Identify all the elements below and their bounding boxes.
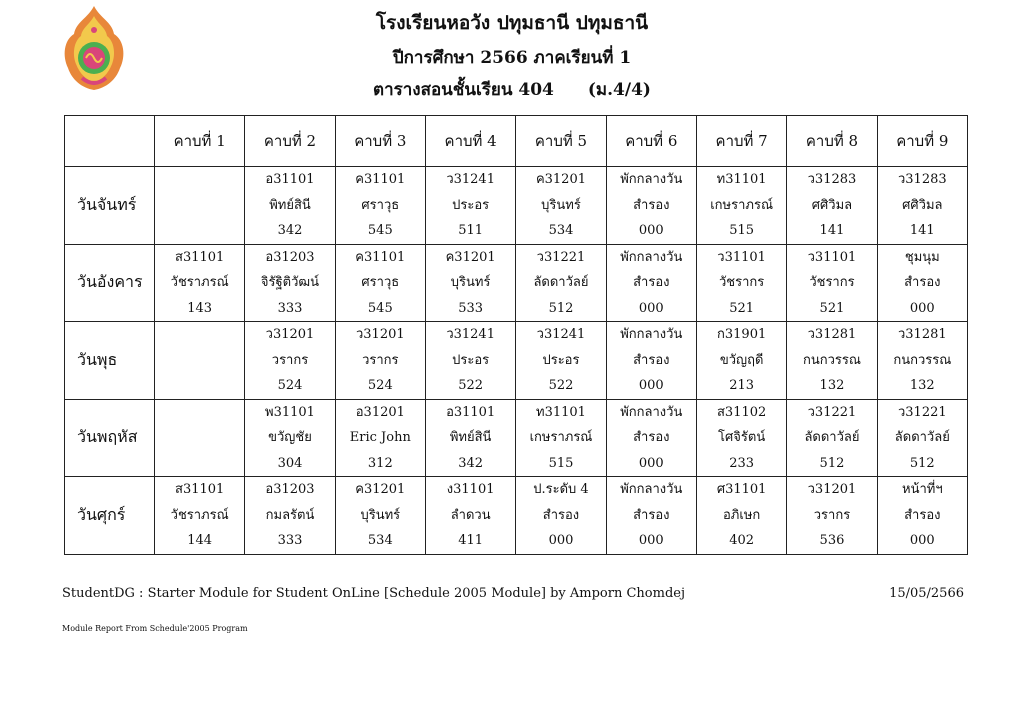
- subject-code: ชุมนุม: [904, 249, 940, 265]
- footer-date: 15/05/2566: [889, 586, 964, 601]
- teacher-name: กนกวรรณ: [802, 352, 861, 368]
- schedule-cell: [606, 244, 696, 322]
- subject-code: พ31101: [265, 404, 315, 420]
- room-number: 402: [729, 533, 755, 548]
- schedule-cell: [606, 322, 696, 400]
- schedule-cell: [516, 399, 606, 477]
- room-number: 533: [458, 300, 484, 316]
- subject-code: ว31221: [897, 404, 947, 420]
- subject-code: หน้าที่ฯ: [902, 482, 943, 497]
- teacher-name: [155, 348, 244, 374]
- schedule-title-text: ตารางสอนชั้นเรียน 404: [373, 80, 554, 100]
- schedule-cell: [696, 399, 786, 477]
- schedule-cell: [877, 244, 967, 322]
- teacher-name: Eric John: [349, 430, 411, 445]
- subject-code: พักกลางวัน: [620, 404, 683, 420]
- schedule-cell: [696, 477, 786, 555]
- schedule-cell: [425, 399, 515, 477]
- room-number: 000: [638, 533, 664, 548]
- room-number: 312: [367, 455, 393, 471]
- footer: [62, 586, 964, 601]
- schedule-cell: [245, 322, 335, 400]
- teacher-name: กนกวรรณ: [893, 352, 952, 368]
- schedule-cell: [787, 477, 877, 555]
- subject-code: อ31101: [446, 404, 496, 420]
- subject-code: ส31102: [716, 404, 767, 420]
- teacher-name: สำรอง: [904, 275, 941, 290]
- schedule-cell: [877, 322, 967, 400]
- room-number: 521: [819, 300, 845, 316]
- schedule-cell: [155, 399, 245, 477]
- subject-code: ค31101: [355, 172, 406, 187]
- subject-code: ว31241: [446, 327, 495, 342]
- day-row: [65, 399, 968, 477]
- period-header: คาบที่ 2: [245, 116, 335, 167]
- subject-code: อ31101: [265, 172, 315, 187]
- room-number: 132: [909, 378, 935, 393]
- room-number: 512: [909, 455, 935, 471]
- room-number: 521: [729, 300, 755, 316]
- day-label: วันจันทร์: [65, 167, 155, 245]
- teacher-name: ศศิวิมล: [811, 197, 853, 213]
- school-name: โรงเรียนหอวัง ปทุมธานี ปทุมธานี: [375, 12, 649, 34]
- period-header: คาบที่ 5: [516, 116, 606, 167]
- subject-code: ว31101: [807, 249, 857, 265]
- schedule-cell: [245, 477, 335, 555]
- schedule-table: [64, 115, 968, 555]
- subject-code: ค31201: [535, 172, 586, 187]
- period-header: คาบที่ 9: [877, 116, 967, 167]
- room-number: 141: [819, 223, 845, 238]
- teacher-name: วัชราภรณ์: [170, 275, 229, 290]
- footer-credit: StudentDG : Starter Module for Student OnLine [Schedule 2005 Module] by Amporn Chomdej: [62, 586, 685, 601]
- schedule-cell: [787, 322, 877, 400]
- room-number: 000: [638, 300, 664, 316]
- teacher-name: บุรินทร์: [450, 275, 491, 290]
- schedule-cell: [787, 244, 877, 322]
- subject-code: อ31203: [265, 482, 315, 497]
- room-number: 534: [548, 223, 574, 238]
- room-number: [155, 451, 244, 477]
- teacher-name: พิทย์สินี: [269, 197, 311, 213]
- teacher-name: ลัดดาวัลย์: [533, 275, 589, 290]
- schedule-body: [65, 167, 968, 555]
- subject-code: ศ31101: [716, 482, 767, 497]
- period-header: คาบที่ 4: [425, 116, 515, 167]
- teacher-name: สำรอง: [633, 507, 670, 523]
- schedule-cell: [516, 244, 606, 322]
- room-number: 144: [187, 533, 213, 548]
- subject-code: พักกลางวัน: [620, 249, 683, 265]
- teacher-name: สำรอง: [633, 352, 670, 368]
- teacher-name: ศราวุธ: [361, 197, 400, 213]
- teacher-name: วัชรากร: [809, 275, 855, 290]
- subject-code: ว31241: [536, 327, 586, 342]
- teacher-name: [155, 193, 244, 219]
- subject-code: ว31281: [807, 327, 857, 342]
- room-number: 000: [638, 378, 664, 393]
- teacher-name: เกษราภรณ์: [529, 430, 593, 445]
- room-number: 000: [548, 533, 574, 548]
- schedule-cell: [425, 244, 515, 322]
- schedule-cell: [606, 167, 696, 245]
- room-number: 000: [909, 300, 935, 316]
- room-number: 333: [277, 300, 303, 316]
- corner-cell: [65, 116, 155, 167]
- teacher-name: สำรอง: [633, 197, 670, 213]
- period-header-row: [65, 116, 968, 167]
- subject-code: ว31241: [446, 172, 495, 187]
- subject-code: ค31201: [355, 482, 406, 497]
- day-row: [65, 167, 968, 245]
- day-row: [65, 322, 968, 400]
- period-header: คาบที่ 7: [696, 116, 786, 167]
- schedule-cell: [516, 322, 606, 400]
- subject-code: อ31201: [355, 404, 405, 420]
- schedule-cell: [155, 322, 245, 400]
- subject-code: ท31101: [536, 404, 586, 420]
- room-number: 515: [729, 223, 755, 238]
- class-code: (ม.4/4): [587, 80, 651, 100]
- schedule-cell: [516, 167, 606, 245]
- schedule-cell: [606, 477, 696, 555]
- day-label: วันศุกร์: [65, 477, 155, 555]
- subject-code: ว31201: [355, 327, 405, 342]
- room-number: 522: [458, 378, 484, 393]
- schedule-cell: [787, 167, 877, 245]
- teacher-name: บุรินทร์: [360, 507, 401, 523]
- subject-code: [155, 400, 244, 426]
- room-number: 132: [819, 378, 845, 393]
- subject-code: พักกลางวัน: [620, 482, 683, 497]
- schedule-cell: [696, 322, 786, 400]
- teacher-name: สำรอง: [633, 275, 670, 290]
- schedule-cell: [335, 244, 425, 322]
- teacher-name: อภิเษก: [723, 507, 761, 523]
- room-number: 143: [187, 300, 213, 316]
- teacher-name: ลำดวน: [450, 507, 491, 523]
- room-number: 342: [458, 455, 484, 471]
- schedule-cell: [155, 244, 245, 322]
- teacher-name: ขวัญชัย: [268, 430, 312, 445]
- schedule-cell: [245, 167, 335, 245]
- schedule-cell: [877, 477, 967, 555]
- room-number: 333: [277, 533, 303, 548]
- day-label: วันพฤหัส: [65, 399, 155, 477]
- subject-code: พักกลางวัน: [620, 327, 683, 342]
- schedule-cell: [335, 399, 425, 477]
- room-number: 213: [729, 378, 755, 393]
- room-number: 411: [458, 533, 484, 548]
- teacher-name: สำรอง: [542, 507, 580, 523]
- room-number: 000: [909, 533, 935, 548]
- subject-code: อ31203: [265, 249, 315, 265]
- teacher-name: ประอร: [542, 352, 580, 368]
- day-label: วันพุธ: [65, 322, 155, 400]
- academic-year-term: ปีการศึกษา 2566 ภาคเรียนที่ 1: [392, 48, 632, 68]
- teacher-name: ศราวุธ: [361, 275, 400, 290]
- subject-code: ว31221: [807, 404, 857, 420]
- day-label: วันอังคาร: [65, 244, 155, 322]
- period-header: คาบที่ 3: [335, 116, 425, 167]
- schedule-cell: [245, 244, 335, 322]
- teacher-name: ขวัญฤดี: [719, 352, 764, 368]
- period-header: คาบที่ 8: [787, 116, 877, 167]
- room-number: 524: [277, 378, 303, 393]
- room-number: 000: [638, 223, 664, 238]
- subject-code: ว31201: [807, 482, 857, 497]
- teacher-name: เกษราภรณ์: [710, 197, 774, 213]
- teacher-name: บุรินทร์: [541, 197, 581, 213]
- teacher-name: วรากร: [813, 507, 851, 523]
- subject-code: ส31101: [175, 482, 225, 497]
- teacher-name: [155, 425, 244, 451]
- module-note: Module Report From Schedule'2005 Program: [62, 624, 248, 633]
- teacher-name: ลัดดาวัลย์: [894, 430, 950, 445]
- schedule-cell: [696, 244, 786, 322]
- teacher-name: จิรัฐิติวัฒน์: [260, 275, 320, 290]
- teacher-name: วรากร: [271, 352, 309, 368]
- subject-code: ว31221: [536, 249, 586, 265]
- teacher-name: ศศิวิมล: [902, 197, 943, 213]
- room-number: 515: [548, 455, 574, 471]
- schedule-cell: [425, 477, 515, 555]
- room-number: 524: [367, 378, 393, 393]
- room-number: 512: [548, 300, 574, 316]
- schedule-cell: [335, 477, 425, 555]
- subject-code: [155, 322, 244, 348]
- schedule-cell: [245, 399, 335, 477]
- schedule-cell: [877, 167, 967, 245]
- schedule-title: [0, 76, 1024, 103]
- room-number: 522: [548, 378, 574, 393]
- subject-code: ว31283: [897, 172, 947, 187]
- teacher-name: ประอร: [452, 352, 490, 368]
- schedule-cell: [155, 167, 245, 245]
- teacher-name: ประอร: [452, 197, 490, 213]
- room-number: 534: [367, 533, 393, 548]
- period-header: คาบที่ 6: [606, 116, 696, 167]
- teacher-name: วัชรากร: [719, 275, 765, 290]
- subject-code: [155, 167, 244, 193]
- schedule-cell: [877, 399, 967, 477]
- teacher-name: โศจิรัตน์: [718, 430, 766, 445]
- day-row: [65, 244, 968, 322]
- schedule-cell: [425, 322, 515, 400]
- subject-code: ค31101: [355, 249, 406, 265]
- subject-code: ว31201: [265, 327, 315, 342]
- room-number: 233: [729, 455, 755, 471]
- subject-code: พักกลางวัน: [620, 172, 683, 187]
- day-row: [65, 477, 968, 555]
- teacher-name: สำรอง: [904, 507, 941, 523]
- teacher-name: พิทย์สินี: [449, 430, 492, 445]
- room-number: 511: [458, 223, 484, 238]
- room-number: 342: [277, 223, 303, 238]
- teacher-name: สำรอง: [633, 430, 670, 445]
- room-number: 512: [819, 455, 845, 471]
- teacher-name: กมลรัตน์: [265, 507, 315, 523]
- schedule-cell: [335, 167, 425, 245]
- room-number: 545: [367, 300, 393, 316]
- room-number: [155, 218, 244, 244]
- room-number: 545: [367, 223, 393, 238]
- schedule-cell: [787, 399, 877, 477]
- room-number: 536: [819, 533, 845, 548]
- teacher-name: ลัดดาวัลย์: [804, 430, 860, 445]
- schedule-cell: [606, 399, 696, 477]
- schedule-cell: [696, 167, 786, 245]
- teacher-name: วรากร: [362, 352, 399, 368]
- schedule-cell: [335, 322, 425, 400]
- teacher-name: วัชราภรณ์: [170, 507, 229, 523]
- subject-code: ส31101: [175, 249, 225, 265]
- subject-code: ก31901: [717, 327, 767, 342]
- room-number: 304: [277, 455, 303, 471]
- schedule-cell: [425, 167, 515, 245]
- room-number: [155, 373, 244, 399]
- subject-code: ว31281: [897, 327, 947, 342]
- room-number: 000: [638, 455, 664, 471]
- subject-code: ท31101: [716, 172, 767, 187]
- room-number: 141: [909, 223, 935, 238]
- schedule-cell: [155, 477, 245, 555]
- subject-code: ว31283: [807, 172, 857, 187]
- subject-code: ค31201: [445, 249, 496, 265]
- schedule-cell: [516, 477, 606, 555]
- subject-code: ว31101: [717, 249, 766, 265]
- period-header: คาบที่ 1: [155, 116, 245, 167]
- subject-code: ป.ระดับ 4: [533, 482, 589, 497]
- subject-code: ง31101: [446, 482, 495, 497]
